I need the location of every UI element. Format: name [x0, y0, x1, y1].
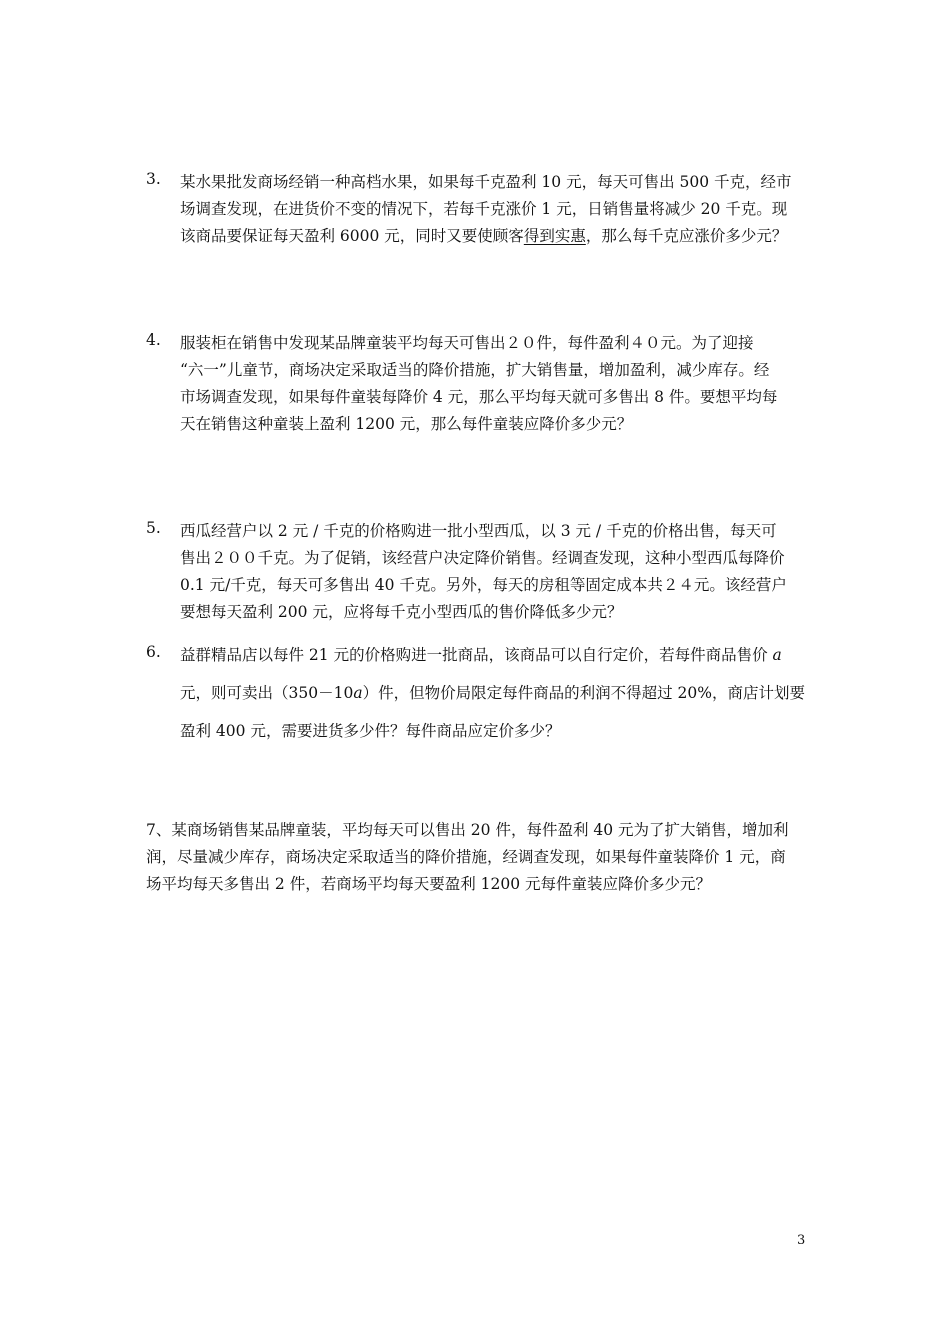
question-line-text: ，那么每千克应涨价多少元？	[585, 227, 788, 245]
underlined-phrase: 得到实惠	[523, 227, 586, 245]
question-line-text: 益群精品店以每件 21 元的价格购进一批商品，该商品可以自行定价，若每件商品售价	[180, 646, 773, 664]
question-number: 4.	[146, 331, 161, 349]
question-line: 要想每天盈利 200 元，应将每千克小型西瓜的售价降低多少元？	[180, 603, 623, 621]
question-line: 0.1 元/千克，每天可多售出 40 千克。另外，每天的房租等固定成本共２４元。该经营户	[180, 576, 787, 594]
question-line: 盈利 400 元，需要进货多少件？每件商品应定价多少？	[180, 722, 561, 740]
question-line: 西瓜经营户以 2 元 / 千克的价格购进一批小型西瓜，以 3 元 / 千克的价格出售，每天可	[180, 522, 777, 540]
question-line: 7、某商场销售某品牌童装，平均每天可以售出 20 件，每件盈利 40 元为了扩大销售，增加利	[146, 821, 789, 839]
question-line: 服装柜在销售中发现某品牌童装平均每天可售出２０件，每件盈利４０元。为了迎接	[180, 334, 754, 352]
question-line-text: ）件，但物价局限定每件商品的利润不得超过 20%，商店计划要	[362, 684, 805, 702]
question-line-text: 该商品要保证每天盈利 6000 元，同时又要使顾客	[180, 227, 524, 245]
variable-a: a	[353, 684, 363, 702]
question-line: 润，尽量减少库存，商场决定采取适当的降价措施，经调查发现，如果每件童装降价 1 元，商	[146, 848, 786, 866]
question-line-text: 元，则可卖出（350－10	[180, 684, 354, 702]
question-line: 天在销售这种童装上盈利 1200 元，那么每件童装应降价多少元？	[180, 415, 633, 433]
question-line	[180, 224, 787, 246]
variable-a: a	[772, 646, 782, 664]
question-line: 场调查发现，在进货价不变的情况下，若每千克涨价 1 元，日销售量将减少 20 千克。现	[180, 200, 788, 218]
question-line: 场平均每天多售出 2 件，若商场平均每天要盈利 1200 元每件童装应降价多少元？	[146, 875, 712, 893]
question-line	[180, 681, 805, 703]
question-line: 售出２００千克。为了促销，该经营户决定降价销售。经调查发现，这种小型西瓜每降价	[180, 549, 785, 567]
question-line: 某水果批发商场经销一种高档水果，如果每千克盈利 10 元，每天可售出 500 千克，经市	[180, 173, 792, 191]
question-line: 市场调查发现，如果每件童装每降价 4 元，那么平均每天就可多售出 8 件。要想平均每	[180, 388, 778, 406]
question-line	[180, 643, 782, 665]
question-line: “六一”儿童节，商场决定采取适当的降价措施，扩大销售量，增加盈利，减少库存。经	[180, 361, 770, 379]
page-number: 3	[797, 1233, 806, 1248]
question-number: 6.	[146, 643, 161, 661]
question-number: 5.	[146, 519, 161, 537]
question-number: 3.	[146, 170, 161, 188]
